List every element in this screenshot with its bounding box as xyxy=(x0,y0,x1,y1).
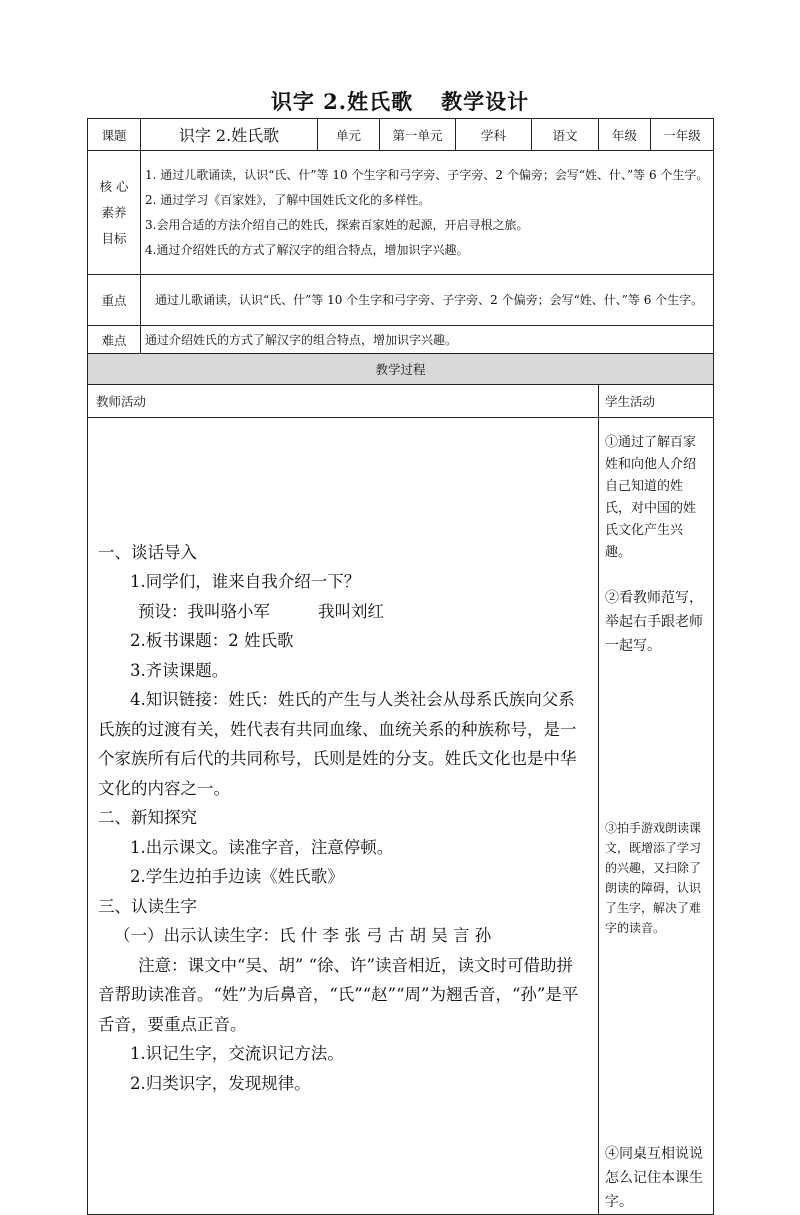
activity-header-row xyxy=(88,385,714,418)
header-row xyxy=(88,119,714,151)
teacher-line: 三、认读生字 xyxy=(98,896,197,916)
goals-label-1: 核 心 xyxy=(99,178,129,194)
activity-content-row xyxy=(88,418,714,1215)
goal-item: 1. 通过儿歌诵读，认识“氏、什”等 10 个生字和弓字旁、子字旁、2 个偏旁；会写“姓、什、”等 6 个生字。 xyxy=(145,167,709,182)
teacher-line xyxy=(98,597,588,627)
teacher-line: 4.知识链接：姓氏：姓氏的产生与人类社会从母系氏族向父系氏族的过渡有关，姓代表有共同血缘、血统关系的种族称号，是一个家族所有后代的共同称号，氏则是姓的分支。姓氏文化也是中华文化的内容之一。 xyxy=(98,690,577,798)
key-point-text: 通过儿歌诵读，认识“氏、什”等 10 个生字和弓字旁、子字旁、2 个偏旁；会写“姓、什、”等 6 个生字。 xyxy=(141,275,714,326)
teacher-line: （一）出示认读生字：氏 什 李 张 弓 古 胡 吴 言 孙 xyxy=(114,926,492,946)
student-note: ③拍手游戏朗读课文，既增添了学习的兴趣，又扫除了朗读的障碍，认识了生字，解决了难字的读音。 xyxy=(605,821,702,935)
preset-1: 预设：我叫骆小军 xyxy=(138,601,270,621)
difficulty-row xyxy=(88,326,714,354)
grade-label: 年级 xyxy=(599,119,651,151)
topic-value: 识字 2.姓氏歌 xyxy=(141,119,318,151)
teacher-activity-label: 教师活动 xyxy=(88,385,599,418)
difficulty-label: 难点 xyxy=(88,326,141,354)
goals-content xyxy=(141,151,714,275)
teacher-activity xyxy=(88,418,599,1215)
grade-value: 一年级 xyxy=(651,119,714,151)
goals-label-2: 素养 xyxy=(101,204,127,220)
subject-value: 语文 xyxy=(532,119,599,151)
student-note: ①通过了解百家姓和向他人介绍自己知道的姓氏，对中国的姓氏文化产生兴趣。 xyxy=(605,435,697,560)
goals-label-3: 目标 xyxy=(101,230,127,246)
teacher-line: 注意：课文中“吴、胡” “徐、许”读音相近，读文时可借助拼音帮助读准音。“姓”为后鼻音，“氏”“赵”“周”为翘舌音，“孙”是平舌音，要重点正音。 xyxy=(98,955,579,1034)
goal-item: 2. 通过学习《百家姓》，了解中国姓氏文化的多样性。 xyxy=(145,192,431,207)
key-point-label: 重点 xyxy=(88,275,141,326)
process-heading-row xyxy=(88,354,714,385)
teacher-line: 2.板书课题：2 姓氏歌 xyxy=(130,631,294,651)
preset-2: 我叫刘红 xyxy=(318,601,384,621)
document-title xyxy=(0,86,800,116)
teacher-line: 1.出示课文。读准字音，注意停顿。 xyxy=(130,837,394,857)
title-lesson: 识字 2.姓氏歌 xyxy=(270,89,414,114)
goals-label xyxy=(88,151,141,275)
student-activity-label: 学生活动 xyxy=(599,385,714,418)
subject-label: 学科 xyxy=(456,119,532,151)
process-heading: 教学过程 xyxy=(88,354,714,385)
title-design: 教学设计 xyxy=(441,89,530,114)
unit-label: 单元 xyxy=(318,119,380,151)
teacher-line: 3.齐读课题。 xyxy=(130,660,229,680)
lesson-plan-table xyxy=(87,118,714,1215)
difficulty-text: 通过介绍姓氏的方式了解汉字的组合特点，增加识字兴趣。 xyxy=(141,326,714,354)
student-activity xyxy=(599,418,714,1215)
teacher-line: 2.学生边拍手边读《姓氏歌》 xyxy=(130,867,344,887)
unit-value: 第一单元 xyxy=(380,119,456,151)
student-note: ②看教师范写，举起右手跟老师一起写。 xyxy=(605,590,703,654)
key-point-row xyxy=(88,275,714,326)
teacher-line: 1.识记生字，交流识记方法。 xyxy=(130,1044,344,1064)
goal-item: 3.会用合适的方法介绍自己的姓氏，探索百家姓的起源，开启寻根之旅。 xyxy=(145,217,529,232)
teacher-line: 2.归类识字，发现规律。 xyxy=(130,1073,311,1093)
goals-row xyxy=(88,151,714,275)
teacher-line: 1.同学们，谁来自我介绍一下？ xyxy=(130,572,361,592)
teacher-line: 二、新知探究 xyxy=(98,808,197,828)
teacher-line: 一、谈话导入 xyxy=(98,542,197,562)
student-note: ④同桌互相说说怎么记住本课生字。 xyxy=(605,1146,703,1210)
goal-item: 4.通过介绍姓氏的方式了解汉字的组合特点，增加识字兴趣。 xyxy=(145,242,469,257)
topic-label: 课题 xyxy=(88,119,141,151)
